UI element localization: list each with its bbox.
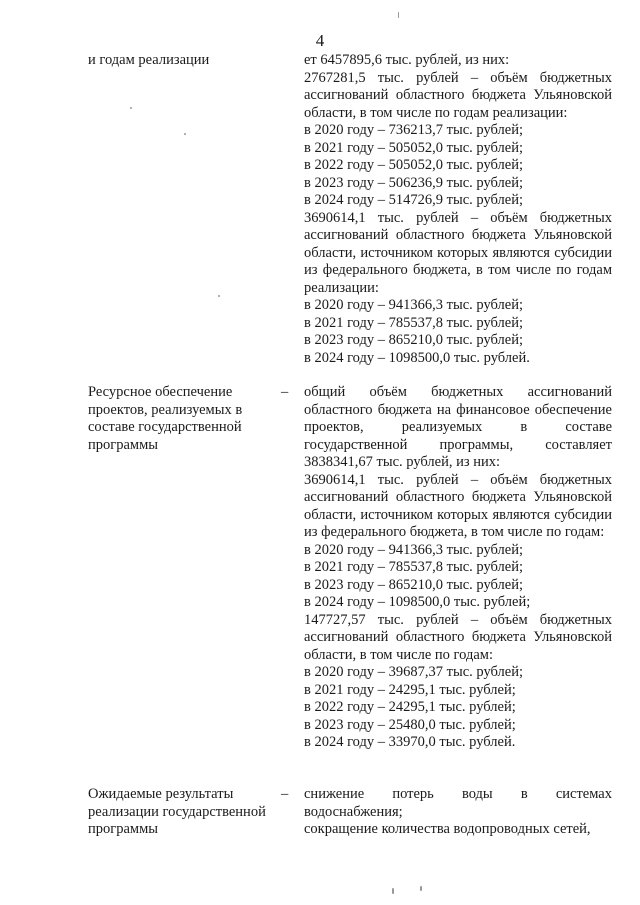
- section-content: [304, 52, 612, 367]
- paragraph: в 2023 году – 865210,0 тыс. рублей;: [304, 576, 524, 593]
- scan-speck: [420, 886, 422, 891]
- paragraph: в 2020 году – 941366,3 тыс. рублей;: [304, 541, 524, 558]
- paragraph: в 2023 году – 506236,9 тыс. рублей;: [304, 174, 524, 191]
- section-content: [304, 384, 612, 752]
- paragraph: в 2020 году – 941366,3 тыс. рублей;: [304, 297, 524, 313]
- paragraph: 3690614,1 тыс. рублей – объём бюджетных ассигнований областного бюджета Ульяновской области, источником которых являются субсидии из федерального бюджета, в том числе по годам реализации:: [304, 209, 612, 296]
- paragraph: в 2022 году – 24295,1 тыс. рублей;: [304, 699, 516, 715]
- paragraph: в 2024 году – 1098500,0 тыс. рублей.: [304, 349, 530, 366]
- section-dash: –: [281, 786, 289, 802]
- scan-speck: [392, 888, 394, 894]
- scan-speck: [184, 133, 186, 135]
- section-content: [304, 786, 612, 839]
- paragraph: 147727,57 тыс. рублей – объём бюджетных ассигнований областного бюджета Ульяновской области, в том числе по годам:: [304, 611, 612, 663]
- section-dash: –: [281, 384, 289, 400]
- paragraph: в 2024 году – 514726,9 тыс. рублей;: [304, 192, 524, 208]
- scan-speck: [130, 107, 132, 109]
- paragraph: 3690614,1 тыс. рублей – объём бюджетных ассигнований областного бюджета Ульяновской области, источником которых являются субсидии из федерального бюджета, в том числе по годам:: [304, 471, 612, 540]
- paragraph: в 2020 году – 39687,37 тыс. рублей;: [304, 664, 524, 680]
- paragraph: сокращение количества водопроводных сетей,: [304, 821, 591, 837]
- paragraph: ет 6457895,6 тыс. рублей, из них:: [304, 52, 510, 68]
- paragraph: в 2022 году – 505052,0 тыс. рублей;: [304, 157, 524, 173]
- paragraph: в 2021 году – 785537,8 тыс. рублей;: [304, 314, 524, 331]
- paragraph: в 2024 году – 33970,0 тыс. рублей.: [304, 734, 516, 750]
- scan-speck: [398, 12, 399, 18]
- paragraph: в 2024 году – 1098500,0 тыс. рублей;: [304, 594, 531, 610]
- section-label: Ресурсное обеспечение проектов, реализуемых в составе государственной программы: [88, 384, 243, 453]
- paragraph: в 2021 году – 785537,8 тыс. рублей;: [304, 559, 524, 575]
- paragraph: в 2021 году – 24295,1 тыс. рублей;: [304, 681, 516, 698]
- paragraph: 2767281,5 тыс. рублей – объём бюджетных ассигнований областного бюджета Ульяновской области, в том числе по годам реализации:: [304, 69, 612, 121]
- section-label: и годам реализации: [88, 52, 210, 68]
- page-number: 4: [315, 31, 325, 50]
- paragraph: в 2023 году – 865210,0 тыс. рублей;: [304, 332, 524, 348]
- paragraph: общий объём бюджетных ассигнований областного бюджета на финансовое обеспечение проектов, реализуемых в составе государственной программы, составляет 3838341,67 тыс. рублей, из них:: [304, 384, 612, 470]
- section-label: Ожидаемые результаты реализации государственной программы: [88, 786, 266, 837]
- paragraph: в 2020 году – 736213,7 тыс. рублей;: [304, 122, 524, 138]
- paragraph: снижение потерь воды в системах водоснабжения;: [304, 786, 612, 820]
- paragraph: в 2023 году – 25480,0 тыс. рублей;: [304, 716, 516, 733]
- scan-speck: [218, 295, 220, 297]
- paragraph: в 2021 году – 505052,0 тыс. рублей;: [304, 139, 524, 156]
